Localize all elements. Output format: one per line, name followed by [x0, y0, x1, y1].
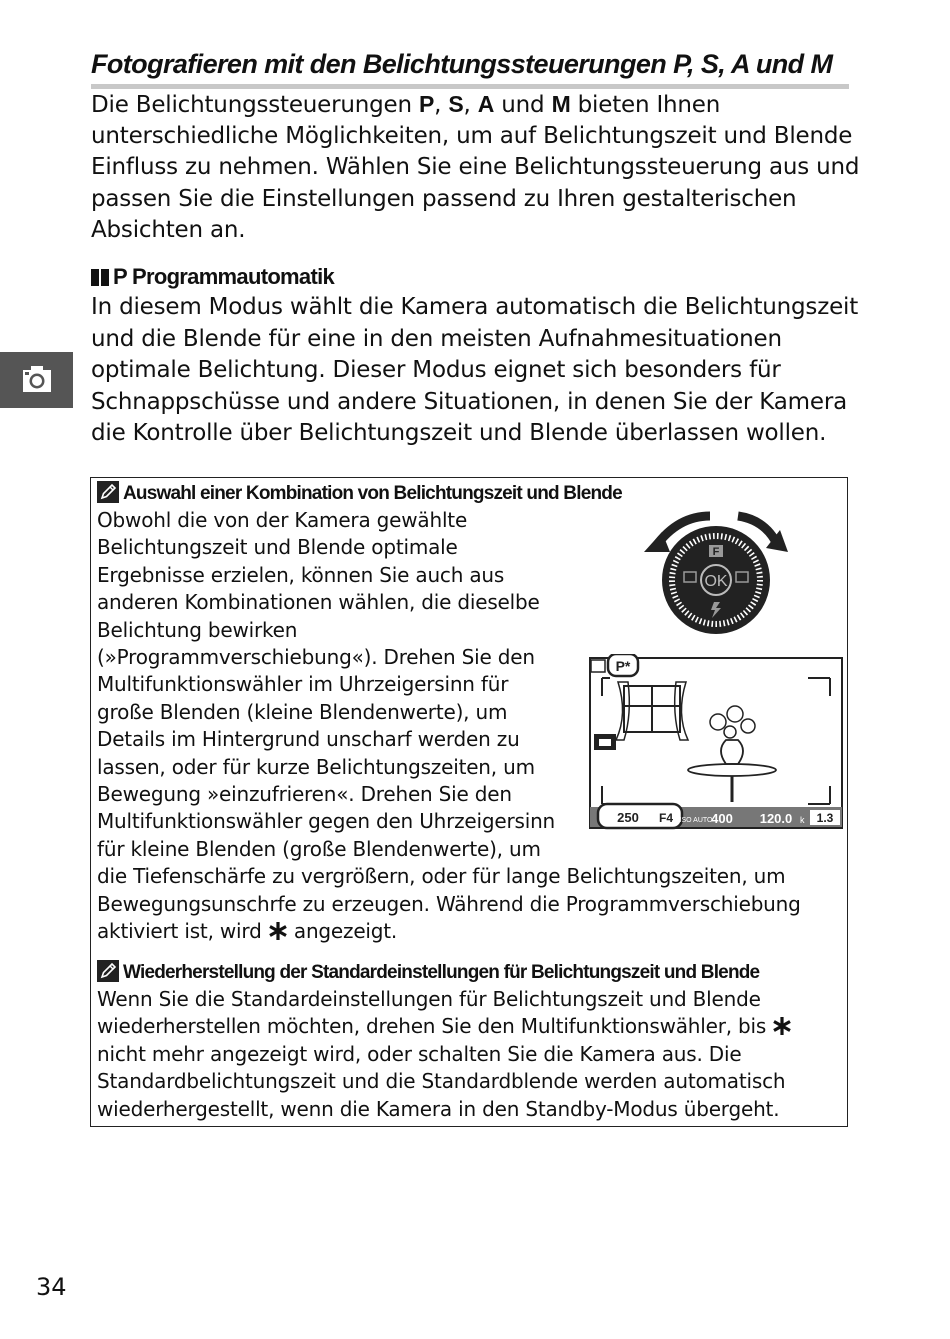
- camera-icon: [21, 363, 53, 395]
- note1-line: Belichtungszeit und Blende optimale: [97, 535, 458, 560]
- note2-line: [97, 1013, 792, 1040]
- note1-heading: [97, 481, 622, 507]
- note1-line: die Tiefenschärfe zu vergrößern, oder für lange Belichtungszeiten, um: [97, 864, 786, 889]
- note1-line: Belichtung bewirken: [97, 617, 298, 642]
- iso-readout: 400: [711, 811, 733, 826]
- title-and: und: [748, 49, 811, 79]
- note1-line: [97, 918, 801, 945]
- pencil-icon: [97, 481, 119, 503]
- title-sep: ,: [687, 49, 701, 79]
- note1-line: für kleine Blenden (große Blendenwerte), um: [97, 836, 541, 861]
- note2-heading: [97, 960, 759, 986]
- title-mode-m: M: [810, 49, 833, 79]
- note1-line: (»Programmverschiebung«). Drehen Sie den: [97, 645, 535, 670]
- ev-readout: 1.3: [816, 811, 834, 825]
- note1-line: Bewegung »einzufrieren«. Drehen Sie den: [97, 782, 512, 807]
- intro-and: und: [494, 92, 552, 118]
- section-heading-text: P Programmautomatik: [113, 264, 335, 289]
- intro-mode-m: M: [551, 91, 571, 117]
- note2-line: nicht mehr angezeigt wird, oder schalten Sie die Kamera aus. Die: [97, 1041, 742, 1066]
- chapter-tab: [0, 352, 73, 408]
- scene-icon: [591, 660, 605, 672]
- section-heading: [91, 262, 334, 292]
- note2-body: [97, 986, 792, 1123]
- title-mode-a: A: [731, 49, 749, 79]
- frames-suffix: k: [800, 815, 805, 825]
- note2-line: Standardbelichtungszeit und die Standardblende werden automatisch: [97, 1069, 786, 1094]
- note1-text: angezeigt.: [287, 919, 398, 944]
- note1-line: Details im Hintergrund unscharf werden zu: [97, 727, 520, 752]
- note2-line: Wenn Sie die Standardeinstellungen für Belichtungszeit und Blende: [97, 987, 761, 1011]
- monitor-illustration: [588, 654, 844, 830]
- mode-badge: P*: [615, 658, 631, 674]
- title-mode-s: S: [700, 49, 719, 79]
- section-marker-icon: [91, 262, 113, 292]
- intro-mode-p: P: [418, 91, 435, 117]
- flexible-program-icon: [772, 1016, 792, 1036]
- pencil-icon: [97, 960, 119, 982]
- title-mode-p: P: [673, 49, 687, 79]
- ok-label: OK: [704, 573, 728, 590]
- page-number: 34: [36, 1273, 67, 1301]
- intro-paragraph: [91, 89, 866, 246]
- section-body: In diesem Modus wählt die Kamera automatisch die Belichtungszeit und die Blende für eine in den meisten Aufnahmesituationen optimale Belichtung. Dieser Modus eignet sich besonders für Schnappschüsse und andere Situationen, in denen Sie der Kamera die Kontrolle über Belichtungszeit und Blende überlassen wollen.: [91, 294, 859, 446]
- multi-selector-illustration: [638, 508, 790, 634]
- note1-line: Bewegungsunschrfe zu erzeugen. Während die Programmverschiebung: [97, 891, 801, 916]
- note1-line: Multifunktionswähler im Uhrzeigersinn für: [97, 672, 509, 697]
- note1-line: Obwohl die von der Kamera gewählte: [97, 508, 468, 532]
- fn-label: F: [712, 546, 720, 558]
- intro-sep: ,: [434, 92, 449, 118]
- flexible-program-icon: [268, 921, 288, 941]
- frames-readout: 120.0: [759, 811, 793, 826]
- note1-line: Ergebnisse erzielen, können Sie auch aus: [97, 562, 505, 587]
- intro-mode-s: S: [448, 91, 464, 117]
- note2-line: wiederhergestellt, wenn die Kamera in den Standby-Modus übergeht.: [97, 1096, 780, 1121]
- note1-line: lassen, oder für kurze Belichtungszeiten, um: [97, 754, 535, 779]
- intro-mode-a: A: [477, 91, 495, 117]
- note2-text: wiederherstellen möchten, drehen Sie den Multifunktionswähler, bis: [97, 1014, 773, 1039]
- note1-line: anderen Kombinationen wählen, die dieselbe: [97, 590, 540, 615]
- note1-heading-text: Auswahl einer Kombination von Belichtungszeit und Blende: [123, 483, 622, 504]
- page-title: [91, 44, 849, 84]
- intro-text: Die Belichtungssteuerungen: [91, 92, 419, 118]
- title-text: Fotografieren mit den Belichtungssteuerungen: [91, 49, 667, 79]
- note1-line: große Blenden (kleine Blendenwerte), um: [97, 699, 508, 724]
- title-sep: ,: [718, 49, 732, 79]
- intro-sep: ,: [463, 92, 478, 118]
- iso-label: ISO AUTO: [679, 817, 713, 824]
- note2-heading-text: Wiederherstellung der Standardeinstellungen für Belichtungszeit und Blende: [123, 962, 760, 983]
- shutter-readout: 250: [617, 810, 639, 825]
- note1-line: Multifunktionswähler gegen den Uhrzeigersinn: [97, 809, 556, 834]
- intro-text-rest: bieten Ihnen unterschiedliche Möglichkeiten, um auf Belichtungszeit und Blende Einfluss zu nehmen. Wählen Sie eine Belichtungssteuerung aus und passen Sie die Einstellungen passend zu Ihren gestalterischen Absichten an.: [91, 92, 860, 243]
- aperture-readout: F4: [658, 811, 674, 825]
- note1-text: aktiviert ist, wird: [97, 919, 268, 944]
